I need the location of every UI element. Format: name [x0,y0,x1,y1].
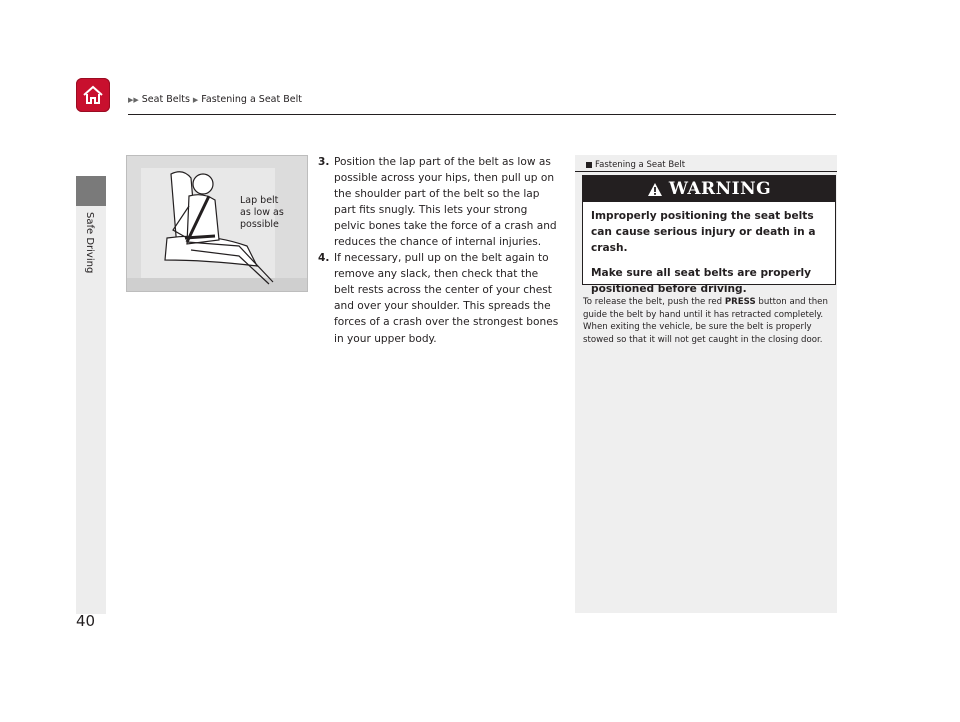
sidebar-text: To release the belt, push the red [583,297,725,307]
step-item [318,250,560,346]
note-marker-icon [586,162,592,168]
step-number: 4. [318,252,330,265]
sidebar-paragraph [583,296,833,321]
step-text: Position the lap part of the belt as low as possible across your hips, then pull up on the shoulder part of the belt so the lap part fits snugly. This lets your strong pelvic bones take the force of a crash and reduces the chance of internal injuries. [334,156,557,249]
header-rule [128,114,836,115]
home-button[interactable] [76,78,110,112]
sidebar-text: button and then guide the belt by hand until it has retracted completely. [583,297,828,320]
figure-callout [240,195,284,231]
step-text: If necessary, pull up on the belt again to remove any slack, then check that the belt rests across the center of your chest and over your shoulder. This spreads the forces of a crash over the strongest bones in your upper body. [334,252,559,345]
warning-header [583,176,835,202]
breadcrumb-item-seat-belts[interactable]: Seat Belts [141,94,190,105]
step-number: 3. [318,156,330,168]
page-number: 40 [76,612,96,630]
section-tab-marker[interactable] [76,176,106,206]
breadcrumb [128,94,302,105]
warning-line: Improperly positioning the seat belts can cause serious injury or death in a crash. [591,210,816,254]
figure-callout-line: possible [240,219,279,230]
section-tab-label: Safe Driving [84,212,95,274]
figure-callout-line: as low as [240,207,284,218]
sidebar-paragraph: When exiting the vehicle, be sure the belt is properly stowed so that it will not get caught in the closing door. [583,322,823,345]
instruction-steps [318,154,560,347]
sidebar-title-text: Fastening a Seat Belt [595,160,686,170]
breadcrumb-arrow-icon: ▶ [192,95,199,104]
warning-heading: WARNING [668,179,772,199]
warning-triangle-icon [647,182,663,197]
sidebar-title [586,160,685,170]
warning-text [583,202,835,297]
home-icon [81,83,105,107]
breadcrumb-arrow-icon: ▶▶ [128,95,139,104]
warning-line: Make sure all seat belts are properly positioned before driving. [591,267,812,295]
sidebar-rule [575,171,837,172]
figure-callout-line: Lap belt [240,195,279,206]
breadcrumb-item-fastening[interactable]: Fastening a Seat Belt [201,94,302,105]
warning-box [582,175,836,295]
notes-sidebar [575,155,837,613]
press-button-label: PRESS [724,297,756,307]
step-item [318,154,560,250]
sidebar-body [583,296,833,346]
